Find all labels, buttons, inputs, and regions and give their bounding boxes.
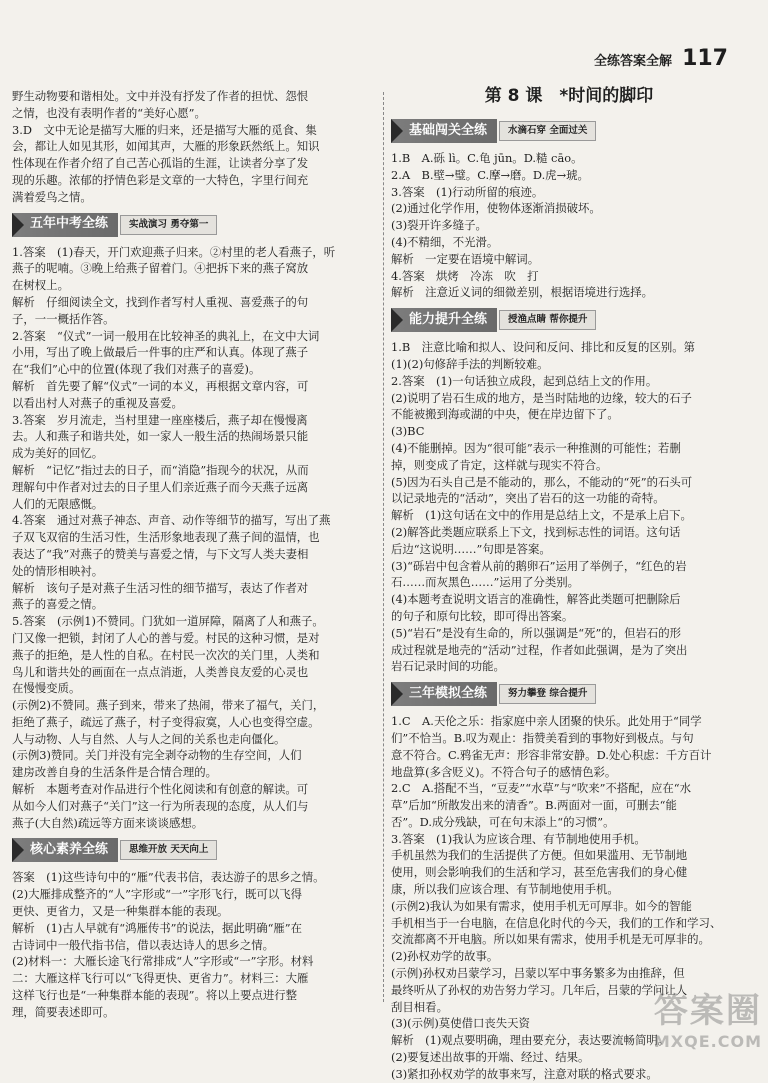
section-subtitle: 授渔点睛 帮你提升 [499,310,596,330]
text-line: (2)孙权劝学的故事。 [391,949,499,964]
text-line: 在“我们”心中的位置(体现了我们对燕子的喜爱)。 [12,362,261,377]
text-line: 不能被搬到海或湖的中央，便在岸边留下了。 [391,407,619,422]
text-line: 1.答案 (1)春天，开门欢迎燕子归来。②村里的老人看燕子，听 [12,244,336,259]
text-line: 燕子的拒绝，是人性的自私。在村民一次次的关门里，人类和 [12,647,320,662]
text-line: 更快、更省力，又是一种集群本能的表现。 [12,904,229,919]
section-banner-sannian [391,682,747,706]
section-body-zhongkao [12,244,378,832]
text-line: (3)紧扣孙权劝学的故事来写，注意对联的格式要求。 [391,1066,658,1081]
text-line: 2.答案 (1)一句话独立成段，起到总结上文的作用。 [391,373,658,388]
text-line: 小用，写出了晚上做最后一件事的庄严和认真。体现了燕子 [12,345,309,360]
text-line: 后边“这说明……”句即是答案。 [391,541,551,556]
text-line: 二：大雁这样飞行可以“飞得更快、更省力”。材料三：大雁 [12,971,309,986]
text-line: 鸟儿和谐共处的画面在一点点消逝，人类善良友爱的心灵也 [12,664,309,679]
section-subtitle: 实战演习 勇夺第一 [120,215,217,235]
banner-badge [12,838,118,862]
text-line: 以看出村人对燕子的重视及喜爱。 [12,395,183,410]
text-line: 解析 一定要在语境中解词。 [391,251,540,266]
text-line: 成为美好的回忆。 [12,446,104,461]
text-line: 地盘算(多含贬义)。不符合句子的感情色彩。 [391,764,617,779]
text-line: 人们的无限感慨。 [12,496,104,511]
text-line: 使用，则会影响我们的生活和学习，甚至危害我们的身心健 [391,865,688,880]
text-line: 理，简要表述即可。 [12,1004,115,1019]
text-line: 古诗词中一般代指书信，借以表达诗人的思乡之情。 [12,937,274,952]
text-line: 燕子的呢喃。③晚上给燕子留着门。④把拆下来的燕子窝放 [12,261,309,276]
page-number: 117 [682,46,728,71]
text-line: (2)解答此类题应联系上下文，找到标志性的词语。这句话 [391,524,681,539]
text-line: 否”。D.成分残缺，可在句末添上“的习惯”。 [391,814,615,829]
text-line: 交流都离不开电脑。所以如果有需求，使用手机是无可厚非的。 [391,932,710,947]
page-header [594,46,728,71]
banner-arrow-icon [391,308,403,332]
text-line: 的句子和原句比较，即可得出答案。 [391,608,574,623]
section-subtitle: 努力攀登 综合提升 [499,684,596,704]
text-line: 处的情形相映衬。 [12,563,104,578]
banner-badge [391,119,497,143]
banner-badge [391,308,497,332]
banner-arrow-icon [12,213,24,237]
watermark-title: 答案圈 [653,991,762,1031]
text-line: 刮目相看。 [391,999,448,1014]
text-line: 解析 首先要了解“仪式”一词的本义，再根据文章内容，可 [12,378,309,393]
section-subtitle: 思维开放 天天向上 [120,840,217,860]
text-line: 最终听从了孙权的劝告努力学习。几年后，吕蒙的学问让人 [391,982,688,997]
text-line: (2)说明了岩石生成的地方，是当时陆地的边缘，较大的石子 [391,390,692,405]
banner-badge [12,213,118,237]
text-line: 3.答案 岁月流走，当村里建一座座楼后，燕子却在慢慢离 [12,412,308,427]
banner-arrow-icon [391,119,403,143]
section-title: 能力提升全练 [409,311,488,327]
section-title: 五年中考全练 [30,216,109,232]
text-line: 理解句中作者对过去的日子里人们亲近燕子而今天燕子远离 [12,479,309,494]
text-line: (4)本题考查说明文语言的准确性，解答此类题可把删除后 [391,592,681,607]
text-line: 2.答案 “仪式”一词一般用在比较神圣的典礼上，在文中大词 [12,328,320,343]
text-line: 4.答案 通过对燕子神态、声音、动作等细节的描写，写出了燕 [12,513,331,528]
section-banner-hexin [12,838,378,862]
text-line: (3)(示例)莫使借口丧失天资 [391,1016,530,1031]
watermark-logo [654,983,762,1051]
text-line: 现的乐趣。浓郁的抒情色彩是文章的一大特色，字里行间充 [12,172,309,187]
text-line: 手机虽然为我们的生活提供了方便。但如果滥用、无节制地 [391,848,688,863]
text-line: 3.答案 (1)我认为应该合理、有节制地使用手机。 [391,831,646,846]
text-line: 表达了“我”对燕子的赞美与喜爱之情，与下文写人类夫妻相 [12,546,309,561]
text-line: 以记录地壳的“活动”，突出了岩石的这一功能的奇特。 [391,491,665,506]
text-line: 4.答案 烘烤 冷冻 吹 打 [391,268,539,283]
text-line: (5)“岩石”是没有生命的，所以强调是“死”的，但岩石的形 [391,625,682,640]
text-line: 1.B 注意比喻和拟人、设问和反问、排比和反复的区别。第 [391,340,696,355]
text-line: 们”不恰当。B.叹为观止：指赞美看到的事物好到极点。与句 [391,730,694,745]
text-line: 意不符合。C.鸦雀无声：形容非常安静。D.处心积虑：千方百计 [391,747,712,762]
text-line: 满着爱鸟之情。 [12,189,92,204]
text-line: (2)要复述出故事的开端、经过、结果。 [391,1050,590,1065]
text-line: (2)通过化学作用，使物体逐渐消损破坏。 [391,201,601,216]
lesson-title: 第 8 课 *时间的脚印 [484,86,654,106]
text-line: 会，都让人如见其形，如闻其声，大雁的形象跃然纸上。知识 [12,139,320,154]
text-line: (1)(2)句修辞手法的判断较难。 [391,356,549,371]
text-line: 解析 注意近义词的细微差别，根据语境进行选择。 [391,285,653,300]
text-line: (示例2)不赞同。燕子到来，带来了热闹，带来了福气，关门， [12,698,325,713]
banner-arrow-icon [12,838,24,862]
text-line: (2)材料一：大雁长途飞行常排成“人”字形或“一”字形。材料 [12,954,314,969]
text-line: 草”后加“所散发出来的清香”。B.两面对一面，可删去“能 [391,798,677,813]
text-line: 燕子的喜爱之情。 [12,597,104,612]
header-title: 全练答案全解 [594,54,673,69]
text-line: (3)BC [391,424,425,439]
text-line: 1.C A.天伦之乐：指家庭中亲人团聚的快乐。此处用于“同学 [391,714,702,729]
watermark-url: MXQE.COM [653,1032,762,1051]
text-line: 解析 仔细阅读全文，找到作者写村人重视、喜爱燕子的句 [12,294,309,309]
text-line: 5.答案 (示例1)不赞同。门犹如一道屏障，隔离了人和燕子。 [12,614,324,629]
text-line: 2.C A.搭配不当，“豆麦”“水草”与“吹来”不搭配，应在“水 [391,781,692,796]
text-line: 之情，也没有表明作者的“美好心愿”。 [12,105,206,120]
text-line: (3)“砾岩中包含着从前的鹅卵石”运用了举例子，“红色的岩 [391,558,687,573]
text-line: 在树杈上。 [12,278,69,293]
banner-badge [391,682,497,706]
text-line: 解析 该句子是对燕子生活习性的细节描写，表达了作者对 [12,580,309,595]
text-line: 野生动物要和谐相处。文中并没有抒发了作者的担忧、怨恨 [12,89,309,103]
section-banner-jichu [391,119,747,143]
section-body-hexin [12,869,378,1020]
section-body-nengli [391,339,747,675]
text-line: 1.B A.砾 lì。C.龟 jūn。D.糙 cāo。 [391,151,583,165]
intro-block [12,88,378,206]
text-line: 在慢慢变质。 [12,681,81,696]
text-line: 掉，则变成了肯定，这样就与现实不符合。 [391,457,608,472]
text-line: 性体现在作者介绍了自己苦心孤诣的生涯，让读者分享了发 [12,156,309,171]
section-title: 核心素养全练 [30,842,109,858]
text-line: 手机相当于一台电脑，在信息化时代的今天，我们的工作和学习、 [391,915,722,930]
text-line: 答案 (1)这些诗句中的“雁”代表书信，表达游子的思乡之情。 [12,870,325,885]
section-body-jichu [391,150,747,301]
column-divider [383,92,384,1002]
section-subtitle: 水滴石穿 全面过关 [499,121,596,141]
left-column [12,88,378,1021]
text-line: (示例)孙权劝吕蒙学习，吕蒙以军中事务繁多为由推辞，但 [391,966,685,981]
text-line: (示例3)赞同。关门并没有完全剥夺动物的生存空间，人们 [12,748,302,763]
text-line: (4)不能删掉。因为“很可能”表示一种推测的可能性；若删 [391,440,681,455]
banner-arrow-icon [391,682,403,706]
text-line: 康，所以我们应该合理、有节制地使用手机。 [391,882,619,897]
section-title: 三年模拟全练 [409,685,488,701]
text-line: 子，一一概括作答。 [12,311,115,326]
text-line: 这样飞行也是“一种集群本能的表现”。将以上要点进行整 [12,988,298,1003]
text-line: 解析 “记忆”指过去的日子，而“消隐”指现今的状况，从而 [12,462,309,477]
text-line: 解析 (1)这句话在文中的作用是总结上文，不是承上启下。 [391,508,692,523]
text-line: 从如今人们对燕子“关门”这一行为所表现的态度，从人们与 [12,798,309,813]
section-title: 基础闯关全练 [409,122,488,138]
text-line: 燕子(大自然)疏远等方面来谈谈感想。 [12,815,204,830]
text-line: 成过程就是地壳的“活动”过程，作者如此强调，是为了突出 [391,642,688,657]
text-line: 建房改善自身的生活条件是合情合理的。 [12,765,218,780]
text-line: 岩石记录时间的功能。 [391,659,505,674]
text-line: 拒绝了燕子，疏远了燕子，村子变得寂寞，人心也变得空虚。 [12,714,320,729]
text-line: (4)不精细，不光滑。 [391,234,499,249]
text-line: 3.答案 (1)行动所留的痕迹。 [391,184,544,199]
text-line: (2)大雁排成整齐的“人”字形或“一”字形飞行，既可以飞得 [12,887,303,902]
text-line: 解析 (1)观点要明确，理由要充分，表达要流畅简明。 [391,1033,670,1048]
right-column [391,88,747,1083]
text-line: 子双飞双宿的生活习性，生活形象地表现了燕子间的温情，也 [12,530,320,545]
text-line: 解析 (1)古人早就有“鸿雁传书”的说法，据此明确“雁”在 [12,920,303,935]
section-banner-zhongkao [12,213,378,237]
text-line: (3)裂开许多缝子。 [391,218,487,233]
text-line: 门又像一把锁，封闭了人心的善与爱。村民的这种习惯，是对 [12,630,320,645]
text-line: 石……而灰黑色……”运用了分类别。 [391,575,580,590]
section-banner-nengli [391,308,747,332]
text-line: 去。人和燕子和谐共处，如一家人一般生活的热闹场景只能 [12,429,309,444]
text-line: (示例2)我认为如果有需求，使用手机无可厚非。如今的智能 [391,898,692,913]
text-line: 人与动物、人与自然、人与人之间的关系也走向僵化。 [12,731,286,746]
text-line: 解析 本题考查对作品进行个性化阅读和有创意的解读。可 [12,782,309,797]
text-line: (5)因为石头自己是不能动的，那么，不能动的“死”的石头可 [391,474,693,489]
text-line: 2.A B.壁→璧。C.摩→磨。D.虎→琥。 [391,167,589,182]
text-line: 3.D 文中无论是描写大雁的归来，还是描写大雁的觅食、集 [12,122,317,137]
